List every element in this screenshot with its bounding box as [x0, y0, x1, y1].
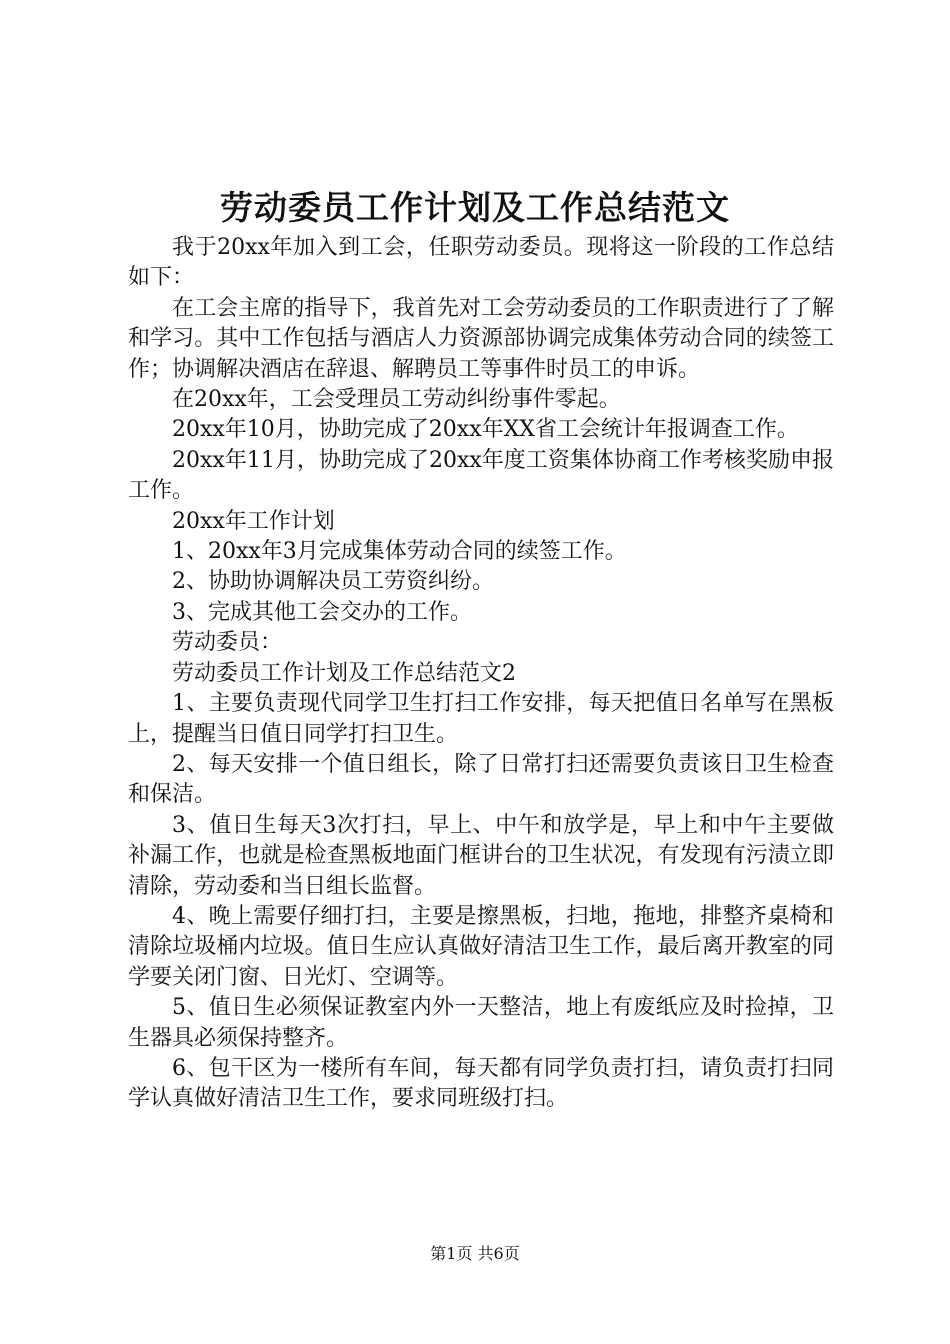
list-item: 2、协助协调解决员工劳资纠纷。 — [172, 569, 494, 595]
section-heading: 劳动委员工作计划及工作总结范文2 — [172, 660, 516, 686]
list-item: 5、值日生必须保证教室内外一天整洁，地上有废纸应及时捡掉，卫生器具必须保持整齐。 — [128, 995, 834, 1051]
page-number-footer: 第1页 共6页 — [430, 1244, 520, 1263]
paragraph: 20xx年10月，协助完成了20xx年XX省工会统计年报调查工作。 — [172, 417, 799, 443]
list-item: 3、值日生每天3次打扫，早上、中午和放学是，早上和中午主要做补漏工作，也就是检查黑板地面门框讲台的卫生状况，有发现有污渍立即清除，劳动委和当日组长监督。 — [128, 812, 834, 899]
document-title: 劳动委员工作计划及工作总结范文 — [220, 188, 730, 227]
list-item: 1、主要负责现代同学卫生打扫工作安排，每天把值日名单写在黑板上，提醒当日值日同学打扫卫生。 — [128, 691, 834, 747]
paragraph: 在工会主席的指导下，我首先对工会劳动委员的工作职责进行了了解和学习。其中工作包括与酒店人力资源部协调完成集体劳动合同的续签工作；协调解决酒店在辞退、解聘员工等事件时员工的申诉。 — [128, 295, 834, 382]
paragraph: 我于20xx年加入到工会，任职劳动委员。现将这一阶段的工作总结如下： — [128, 235, 834, 291]
signature-line: 劳动委员： — [172, 630, 283, 656]
document-body — [128, 233, 834, 1115]
paragraph: 20xx年11月，协助完成了20xx年度工资集体协商工作考核奖励申报工作。 — [128, 447, 834, 504]
list-item: 4、晚上需要仔细打扫，主要是擦黑板，扫地，拖地，排整齐桌椅和清除垃圾桶内垃圾。值日生应认真做好清洁卫生工作，最后离开教室的同学要关闭门窗、日光灯、空调等。 — [128, 903, 834, 990]
list-item: 2、每天安排一个值日组长，除了日常打扫还需要负责该日卫生检查和保洁。 — [128, 751, 834, 808]
paragraph: 在20xx年，工会受理员工劳动纠纷事件零起。 — [172, 387, 621, 413]
list-item: 1、20xx年3月完成集体劳动合同的续签工作。 — [172, 539, 627, 565]
list-item: 6、包干区为一楼所有车间，每天都有同学负责打扫，请负责打扫同学认真做好清洁卫生工作，要求同班级打扫。 — [128, 1055, 834, 1112]
list-item: 3、完成其他工会交办的工作。 — [172, 599, 472, 625]
section-heading: 20xx年工作计划 — [172, 508, 335, 534]
